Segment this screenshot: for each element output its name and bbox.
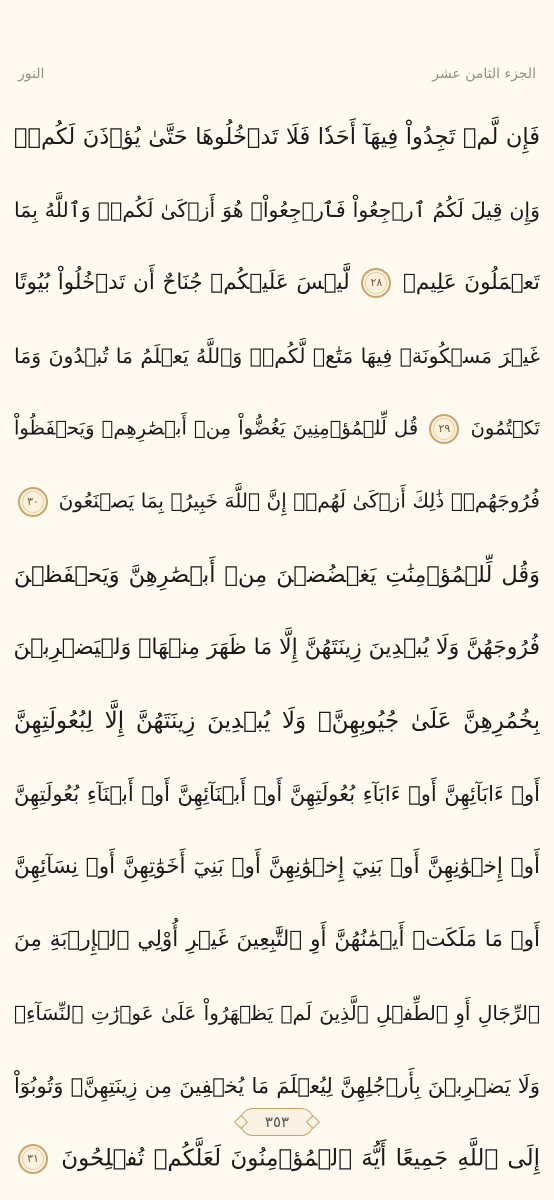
verse-line: [14, 903, 540, 976]
verse-segment: تَعۡمَلُونَ عَلِيمٞ: [403, 269, 540, 295]
verse-line-text: [14, 1074, 540, 1098]
verse-text-area: [14, 100, 540, 1195]
verse-segment: فَإِن لَّمۡ تَجِدُواْ فِيهَآ أَحَدٗا فَلَا تَدۡخُلُوهَا حَتَّىٰ يُؤۡذَنَ لَكُمۡۖ: [14, 123, 540, 150]
ayah-number: ٢٩: [438, 422, 451, 435]
verse-line-text: [14, 344, 540, 368]
ayah-number-marker: [361, 268, 391, 298]
verse-line-text: [14, 487, 540, 517]
surah-name: النور: [18, 66, 45, 82]
verse-segment: قُل لِّلۡمُؤۡمِنِينَ يَغُضُّواْ مِنۡ أَبۡصَٰرِهِمۡ وَيَحۡفَظُواْ: [14, 416, 419, 439]
page-header: [18, 62, 536, 86]
verse-segment: إِلَى ٱللَّهِ جَمِيعًا أَيُّهَ ٱلۡمُؤۡمِنُونَ لَعَلَّكُمۡ تُفۡلِحُونَ: [61, 1145, 540, 1171]
verse-segment: أَوۡ مَا مَلَكَتۡ أَيۡمَٰنُهُنَّ أَوِ ٱلتَّٰبِعِينَ غَيۡرِ أُوْلِي ٱلۡإِرۡبَةِ مِنَ: [14, 927, 540, 952]
verse-line: [14, 684, 540, 757]
verse-line: [14, 173, 540, 246]
verse-segment: وَلَا يَضۡرِبۡنَ بِأَرۡجُلِهِنَّ لِيُعۡلَمَ مَا يُخۡفِينَ مِن زِينَتِهِنَّۚ وَتُوبُوٓاْ: [14, 1073, 540, 1098]
verse-line-text: [14, 198, 540, 222]
verse-segment: أَوۡ إِخۡوَٰنِهِنَّ أَوۡ بَنِيٓ إِخۡوَٰنِهِنَّ أَوۡ بَنِيٓ أَخَوَٰتِهِنَّ أَوۡ نِسَآئِهِنَّ: [14, 854, 540, 879]
verse-segment: وَقُل لِّلۡمُؤۡمِنَٰتِ يَغۡضُضۡنَ مِنۡ أَبۡصَٰرِهِنَّ وَيَحۡفَظۡنَ: [14, 561, 540, 588]
verse-line-text: [14, 414, 540, 444]
verse-segment: بِخُمُرِهِنَّ عَلَىٰ جُيُوبِهِنَّۖ وَلَا يُبۡدِينَ زِينَتَهُنَّ إِلَّا لِبُعُولَتِهِنَّ: [14, 707, 540, 734]
ayah-number: ٢٨: [370, 276, 383, 289]
page-number-badge: [240, 1108, 314, 1136]
verse-line: [14, 246, 540, 319]
verse-segment: لَّيۡسَ عَلَيۡكُمۡ جُنَاحٌ أَن تَدۡخُلُواْ بُيُوتًا: [14, 269, 350, 295]
page-number: ٣٥٣: [264, 1113, 290, 1131]
verse-line: [14, 611, 540, 684]
verse-line-text: [14, 635, 540, 660]
ayah-number-marker: [18, 1144, 48, 1174]
page-footer: [0, 1108, 554, 1136]
verse-line-text: [14, 782, 540, 806]
ayah-number: ٣٠: [27, 495, 39, 508]
verse-line-text: [14, 562, 540, 588]
verse-line: [14, 465, 540, 538]
verse-line: [14, 392, 540, 465]
verse-segment: تَكۡتُمُونَ: [470, 416, 540, 439]
verse-segment: أَوۡ ءَابَآئِهِنَّ أَوۡ ءَابَآءِ بُعُولَتِهِنَّ أَوۡ أَبۡنَآئِهِنَّ أَوۡ أَبۡنَآءِ بُعُولَتِهِنَّ: [14, 781, 540, 806]
verse-line-text: [14, 268, 540, 298]
verse-segment: غَيۡرَ مَسۡكُونَةٖ فِيهَا مَتَٰعٞ لَّكُمۡۚ وَٱللَّهُ يَعۡلَمُ مَا تُبۡدُونَ وَمَا: [14, 343, 540, 368]
verse-line: [14, 757, 540, 830]
verse-line-text: [14, 124, 540, 150]
ayah-number-marker: [18, 487, 48, 517]
ayah-number: ٣١: [27, 1152, 39, 1165]
verse-line: [14, 976, 540, 1049]
verse-line-text: [14, 927, 540, 952]
verse-line: [14, 538, 540, 611]
verse-line: [14, 100, 540, 173]
verse-segment: وَإِن قِيلَ لَكُمُ ٱرۡجِعُواْ فَٱرۡجِعُواْۖ هُوَ أَزۡكَىٰ لَكُمۡۚ وَٱللَّهُ بِمَا: [14, 197, 540, 222]
verse-segment: فُرُوجَهُنَّ وَلَا يُبۡدِينَ زِينَتَهُنَّ إِلَّا مَا ظَهَرَ مِنۡهَاۖ وَلۡيَضۡرِبۡنَ: [14, 635, 540, 660]
verse-line: [14, 319, 540, 392]
verse-line: [14, 830, 540, 903]
verse-line-text: [14, 854, 540, 879]
verse-segment: ٱلرِّجَالِ أَوِ ٱلطِّفۡلِ ٱلَّذِينَ لَمۡ يَظۡهَرُواْ عَلَىٰ عَوۡرَٰتِ ٱلنِّسَآءِۖ: [14, 1000, 540, 1025]
ayah-number-marker: [429, 414, 459, 444]
juz-label: الجزء الثامن عشر: [432, 66, 536, 82]
verse-line-text: [14, 708, 540, 734]
verse-line-text: [14, 1144, 540, 1174]
verse-line-text: [14, 1001, 540, 1025]
verse-segment: فُرُوجَهُمۡۚ ذَٰلِكَ أَزۡكَىٰ لَهُمۡۚ إِنَّ ٱللَّهَ خَبِيرُۢ بِمَا يَصۡنَعُونَ: [58, 488, 540, 512]
